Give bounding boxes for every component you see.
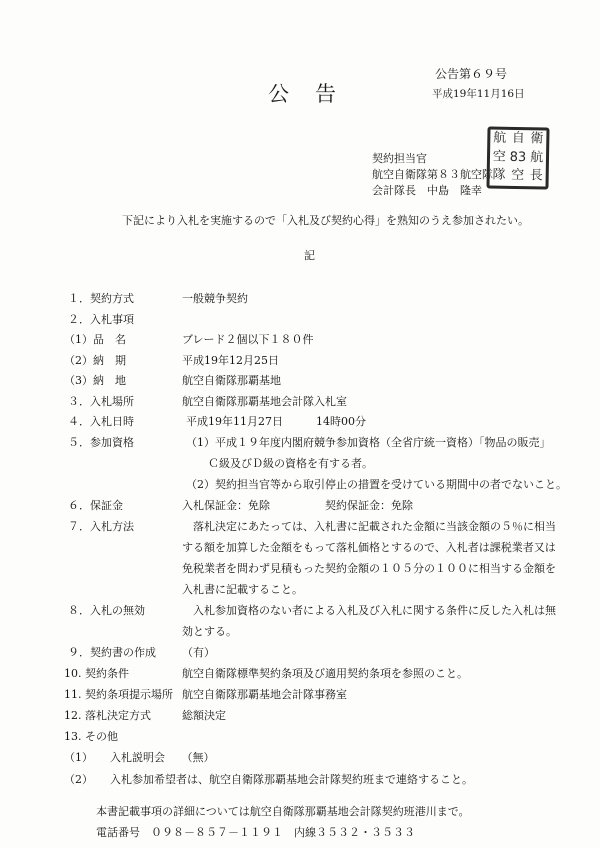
item-value: 免税業者を問わず見積もった契約金額の１０５分の１００に相当する金額を [182, 562, 556, 575]
item-value: （2）契約担当官等から取引停止の措置を受けている期間中の者でないこと。 [186, 478, 567, 491]
issuer-unit: 航空自衛隊第８３航空隊 [372, 168, 493, 181]
item-value: 落札決定にあたっては、入札書に記載された金額に当該金額の５％に相当 [182, 520, 556, 533]
seal-char: 衛 [530, 131, 544, 147]
seal-char: 長 [529, 168, 543, 184]
item-value: 航空自衛隊那覇基地会計隊入札室 [182, 395, 347, 408]
seal-char: 航 [493, 130, 507, 146]
seal-char: 隊 [492, 167, 506, 184]
issuer-name: 会計隊長 中島 隆幸 [372, 184, 482, 197]
item-label: 10. 契約条件 [64, 667, 129, 680]
item-value: Ｃ級及びＤ級の資格を有する者。 [186, 457, 373, 470]
item-value: 効とする。 [182, 625, 237, 638]
item-value: 総額決定 [182, 709, 226, 722]
footer-contact: 本書記載事項の詳細については航空自衛隊那覇基地会計隊契約班港川まで。 [96, 805, 470, 818]
item-label: 13. その他 [64, 730, 118, 743]
item-label: ５．参加資格 [68, 436, 134, 449]
notice-title: 公告 [268, 82, 362, 106]
item-label: 12. 落札決定方式 [64, 709, 151, 722]
item-label: ８．入札の無効 [68, 604, 145, 617]
other-text: 入札参加希望者は、航空自衛隊那覇基地会計隊契約班まで連絡すること。 [110, 773, 473, 786]
seal-char: 航 [530, 149, 544, 166]
seal-char: 空 [511, 168, 525, 184]
seal-char: 自 [511, 130, 525, 147]
item-label: ９．契約書の作成 [68, 646, 156, 659]
item-value: 航空自衛隊那覇基地 [182, 374, 281, 387]
item-label: ６．保証金 [68, 499, 123, 512]
item-label: １．契約方式 [68, 292, 134, 305]
item-value: （有） [182, 646, 215, 659]
other-label: （1） [64, 751, 93, 764]
seal-char: 空 [492, 149, 506, 165]
item-label: （3）納 地 [64, 374, 126, 387]
item-label: ２．入札事項 [68, 313, 134, 326]
ki-heading: 記 [304, 249, 315, 262]
other-text: 入札説明会 （無） [110, 751, 215, 764]
official-seal [486, 126, 549, 189]
intro-text: 下記により入札を実施するので「入札及び契約心得」を熟知のうえ参加されたい。 [122, 214, 529, 227]
item-value: ブレード２個以下１８０件 [182, 333, 314, 346]
item-label: ３．入札場所 [68, 395, 134, 408]
item-value: 入札保証金：免除 契約保証金：免除 [182, 499, 413, 512]
item-value: 航空自衛隊那覇基地会計隊事務室 [182, 688, 347, 701]
issuer-role: 契約担当官 [372, 152, 427, 165]
item-value: 一般競争契約 [182, 292, 248, 305]
item-value: （1）平成１９年度内閣府競争参加資格（全省庁統一資格）「物品の販売」 [186, 436, 551, 449]
item-label: （2）納 期 [64, 354, 126, 367]
other-label: （2） [64, 773, 93, 786]
notice-date: 平成19年11月16日 [432, 88, 525, 100]
item-value: 航空自衛隊標準契約条項及び適用契約条項を参照のこと。 [182, 667, 468, 680]
item-value: 入札参加資格のない者による入札及び入札に関する条件に反した入札は無 [182, 604, 556, 617]
item-label: ４．入札日時 [68, 415, 134, 428]
footer-phone: 電話番号 ０９８－８５７－１１９１ 内線３５３２・３５３３ [96, 826, 415, 839]
item-value: 入札書に記載すること。 [182, 583, 303, 596]
item-value: 平成19年11月27日 14時00分 [186, 415, 366, 428]
item-label: ７．入札方法 [68, 520, 134, 533]
seal-char: 83 [509, 149, 527, 165]
item-label: （1）品 名 [64, 333, 126, 346]
item-value: 平成19年12月25日 [182, 354, 279, 367]
notice-number: 公告第６９号 [435, 67, 508, 81]
item-value: する額を加算した金額をもって落札価格とするので、入札者は課税業者又は [182, 541, 556, 554]
item-label: 11. 契約条項提示場所 [64, 688, 173, 701]
